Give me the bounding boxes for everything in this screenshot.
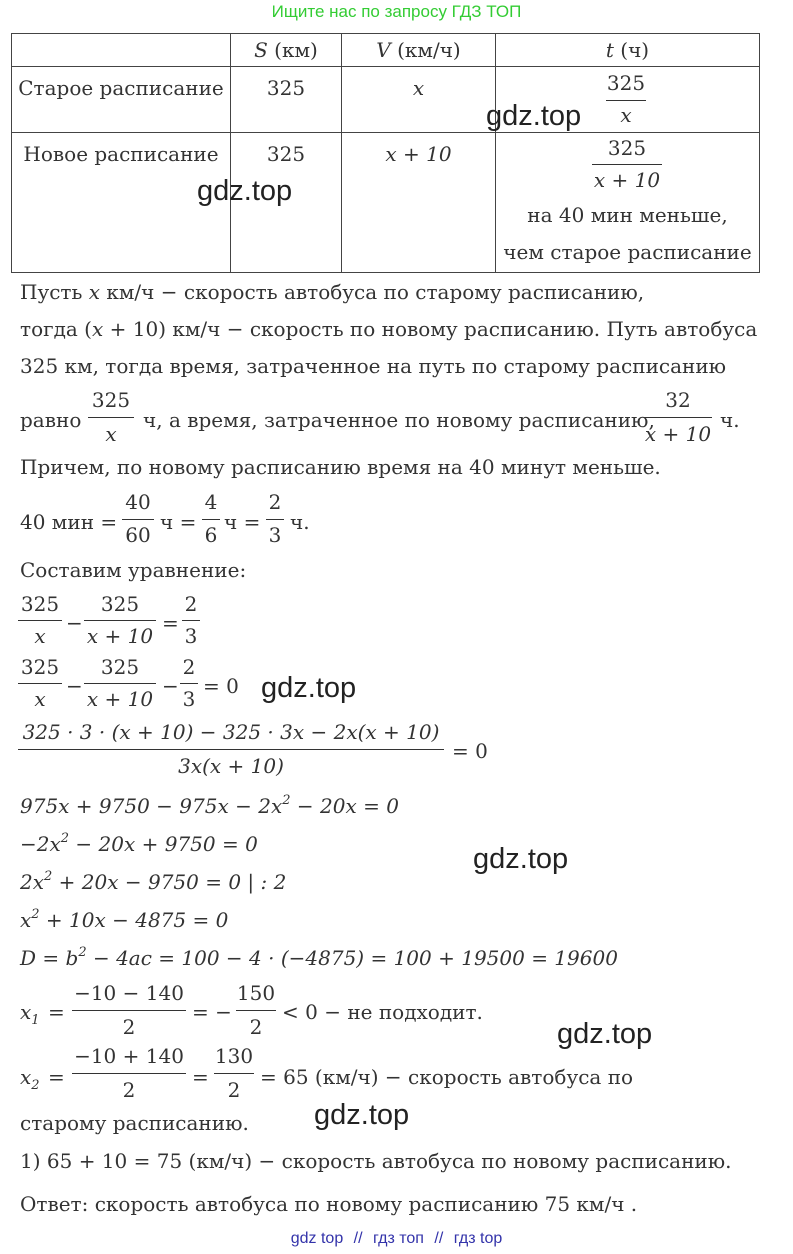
fraction-bar — [606, 100, 646, 101]
root2-equals-2: = — [192, 1065, 209, 1089]
eq1-fraction-3 — [182, 594, 200, 650]
root1-fraction-2 — [236, 983, 276, 1039]
fraction-bar — [644, 417, 712, 418]
fraction-denominator: x — [34, 687, 46, 711]
watermark: gdz.top — [486, 100, 582, 132]
variable-x: x — [88, 280, 101, 304]
row-old-speed-value: x — [412, 76, 425, 100]
watermark: gdz.top — [473, 843, 569, 875]
speed-unit: (км/ч) — [390, 38, 461, 62]
eq5-line — [20, 832, 258, 854]
exponent: 2 — [78, 945, 87, 960]
eq-fragment: −2x — [20, 832, 61, 856]
text-line-4-c: ч. — [720, 408, 740, 432]
fraction-bar — [18, 683, 62, 684]
minutes-fraction — [122, 492, 154, 548]
schedule-table — [11, 33, 760, 273]
row-new-distance-value: 325 — [266, 142, 306, 166]
line4-time-new-fraction — [644, 390, 712, 446]
fraction-bar — [202, 519, 220, 520]
root2-fraction-2 — [214, 1046, 254, 1102]
fraction-numerator: 325 — [607, 136, 647, 160]
fraction-denominator: x — [620, 103, 632, 127]
fraction-denominator: 3 — [268, 523, 282, 547]
fraction-bar — [180, 683, 198, 684]
fraction-numerator: 325 · 3 · (x + 10) − 325 · 3x − 2x(x + 10) — [22, 720, 440, 744]
text-line-6-d: ч. — [290, 510, 310, 534]
fraction-bar — [214, 1073, 254, 1074]
fraction-denominator: 60 — [125, 523, 151, 547]
footer-separator: // — [434, 1230, 444, 1247]
fraction-bar — [84, 620, 156, 621]
eq2-rhs: = 0 — [203, 674, 239, 698]
eq-fragment: + 10x − 4875 = 0 — [39, 908, 229, 932]
watermark: gdz.top — [261, 672, 357, 704]
fraction-bar — [88, 417, 134, 418]
eq8-discriminant-line — [20, 946, 618, 968]
row-new-speed — [342, 133, 496, 273]
header-banner: Ищите нас по запросу ГДЗ ТОП — [271, 2, 522, 21]
text-fragment: Пусть — [20, 280, 89, 304]
distance-var: S — [254, 38, 268, 62]
eq-fragment: x — [20, 908, 32, 932]
fraction-bar — [182, 620, 200, 621]
fraction-denominator: x + 10 — [644, 422, 712, 446]
row-old-label — [12, 67, 231, 133]
fraction-bar — [72, 1010, 186, 1011]
eq2-fraction-3 — [180, 657, 198, 713]
fraction-denominator: 3 — [184, 624, 198, 648]
fraction-numerator: 2 — [268, 490, 282, 514]
subscript: 2 — [31, 1078, 40, 1093]
fraction-bar — [236, 1010, 276, 1011]
eq2-fraction-2 — [84, 657, 156, 713]
fraction-denominator: x + 10 — [86, 687, 154, 711]
exponent: 2 — [31, 907, 40, 922]
footer-links — [0, 1230, 793, 1248]
root2-tail: = 65 (км/ч) − скорость автобуса по — [260, 1065, 634, 1089]
footer-link-1[interactable]: gdz top — [290, 1230, 344, 1247]
four-sixths-fraction — [202, 492, 220, 548]
root2-label — [20, 1065, 40, 1093]
row-new-speed-value: x + 10 — [385, 142, 452, 166]
fraction-denominator: x — [34, 624, 46, 648]
row-new-label-text: Новое расписание — [23, 142, 219, 166]
two-thirds-fraction — [266, 492, 284, 548]
footer-link-2[interactable]: гдз топ — [373, 1230, 424, 1247]
row-old-label-text: Старое расписание — [18, 76, 224, 100]
fraction-numerator: 325 — [100, 655, 140, 679]
text-line-5: Причем, по новому расписанию время на 40 минут меньше. — [20, 455, 661, 479]
text-fragment: тогда ( — [20, 317, 92, 341]
fraction-denominator: x + 10 — [593, 168, 661, 192]
fraction-bar — [18, 749, 444, 750]
fraction-denominator: 2 — [249, 1015, 263, 1039]
row-new-note-1: на 40 мин меньше, — [527, 203, 728, 227]
text-line-6-c: ч = — [224, 510, 261, 534]
eq-fragment: − 4ac = 100 − 4 · (−4875) = 100 + 19500 = 19600 — [86, 946, 618, 970]
speed-var: V — [376, 38, 391, 62]
row-old-time-fraction — [606, 73, 646, 127]
fraction-numerator: 2 — [184, 592, 198, 616]
distance-unit: (км) — [267, 38, 318, 62]
fraction-denominator: 2 — [122, 1015, 136, 1039]
fraction-bar — [84, 683, 156, 684]
text-line-3: 325 км, тогда время, затраченное на путь по старому расписанию — [20, 354, 727, 378]
fraction-bar — [18, 620, 62, 621]
fraction-denominator: 2 — [122, 1078, 136, 1102]
eq-fragment: D = b — [20, 946, 79, 970]
watermark: gdz.top — [557, 1018, 653, 1050]
root1-equals-2: = − — [192, 1000, 232, 1024]
time-var: t — [605, 38, 614, 62]
fraction-numerator: 40 — [125, 490, 151, 514]
table-row-new — [12, 133, 760, 273]
eq-fragment: − 20x = 0 — [290, 794, 399, 818]
root1-equals: = — [48, 1000, 65, 1024]
fraction-numerator: 4 — [204, 490, 218, 514]
fraction-numerator: −10 + 140 — [74, 1044, 184, 1068]
fraction-denominator: 3 — [182, 687, 196, 711]
eq-fragment: + 20x − 9750 = 0 | : 2 — [52, 870, 287, 894]
fraction-numerator: 2 — [182, 655, 196, 679]
variable-x: x — [20, 1065, 32, 1089]
variable-x: x — [91, 317, 104, 341]
row-new-time — [496, 133, 760, 273]
table-header-row — [12, 34, 760, 67]
root1-label — [20, 1000, 40, 1028]
exponent: 2 — [282, 793, 291, 808]
text-line-4-a: равно — [20, 408, 82, 432]
subscript: 1 — [31, 1013, 40, 1028]
fraction-denominator: x — [105, 422, 117, 446]
fraction-denominator: 2 — [227, 1078, 241, 1102]
eq1-equals: = — [162, 611, 179, 635]
eq2-minus-2: − — [162, 674, 179, 698]
footer-link-3[interactable]: гдз top — [453, 1230, 503, 1247]
text-line-4-b: ч, а время, затраченное по новому расписанию, — [143, 408, 655, 432]
table-header-distance — [231, 34, 342, 67]
root2-fraction-1 — [72, 1046, 186, 1102]
line4-time-old-fraction — [88, 390, 134, 446]
fraction-numerator: 130 — [214, 1044, 254, 1068]
fraction-denominator: 6 — [204, 523, 218, 547]
fraction-numerator: 325 — [606, 71, 646, 95]
text-line-7: Составим уравнение: — [20, 558, 247, 582]
root1-fraction-1 — [72, 983, 186, 1039]
fraction-numerator: 32 — [665, 388, 691, 412]
fraction-numerator: 325 — [91, 388, 131, 412]
table-row-old — [12, 67, 760, 133]
row-new-note-2: чем старое расписание — [503, 240, 752, 264]
fraction-numerator: 325 — [100, 592, 140, 616]
eq-fragment: 2x — [20, 870, 45, 894]
row-old-distance-value: 325 — [266, 76, 306, 100]
table-header-speed — [342, 34, 496, 67]
eq2-minus-1: − — [66, 674, 83, 698]
text-line-6-a: 40 мин = — [20, 510, 118, 534]
watermark: gdz.top — [197, 175, 293, 207]
root2-continuation: старому расписанию. — [20, 1111, 249, 1135]
footer-separator: // — [353, 1230, 363, 1247]
table-header-empty — [12, 34, 231, 67]
fraction-denominator: 3x(x + 10) — [178, 754, 284, 778]
fraction-numerator: 325 — [20, 592, 60, 616]
eq-fragment: 975x + 9750 − 975x − 2x — [20, 794, 283, 818]
row-new-time-fraction — [592, 138, 662, 192]
eq1-minus: − — [66, 611, 83, 635]
row-old-speed — [342, 67, 496, 133]
root2-equals: = — [48, 1065, 65, 1089]
text-line-1 — [20, 282, 644, 302]
step-1-line: 1) 65 + 10 = 75 (км/ч) − скорость автобуса по новому расписанию. — [20, 1149, 732, 1173]
eq3-rhs: = 0 — [452, 739, 488, 763]
text-fragment: + 10) км/ч − скорость по новому расписанию. Путь автобуса — [103, 317, 758, 341]
watermark: gdz.top — [314, 1099, 410, 1131]
fraction-bar — [266, 519, 284, 520]
eq-fragment: − 20x + 9750 = 0 — [69, 832, 258, 856]
fraction-bar — [122, 519, 154, 520]
exponent: 2 — [60, 831, 70, 846]
fraction-bar — [72, 1073, 186, 1074]
text-fragment: км/ч − скорость автобуса по старому расписанию, — [100, 280, 645, 304]
row-old-distance — [231, 67, 342, 133]
answer-line: Ответ: скорость автобуса по новому расписанию 75 км/ч . — [20, 1192, 638, 1216]
time-unit: (ч) — [613, 38, 650, 62]
fraction-numerator: 325 — [20, 655, 60, 679]
fraction-denominator: x + 10 — [86, 624, 154, 648]
eq4-line — [20, 794, 399, 816]
fraction-bar — [592, 164, 662, 165]
exponent: 2 — [44, 869, 53, 884]
text-line-6-b: ч = — [160, 510, 197, 534]
table-header-time — [496, 34, 760, 67]
eq7-line — [20, 908, 228, 930]
eq1-fraction-2 — [84, 594, 156, 650]
root1-tail: < 0 − не подходит. — [282, 1000, 483, 1024]
variable-x: x — [20, 1000, 32, 1024]
eq6-line — [20, 870, 286, 892]
fraction-numerator: 150 — [236, 981, 276, 1005]
eq2-fraction-1 — [18, 657, 62, 713]
eq3-fraction — [18, 722, 444, 778]
fraction-numerator: −10 − 140 — [74, 981, 184, 1005]
eq1-fraction-1 — [18, 594, 62, 650]
text-line-2 — [20, 319, 757, 339]
